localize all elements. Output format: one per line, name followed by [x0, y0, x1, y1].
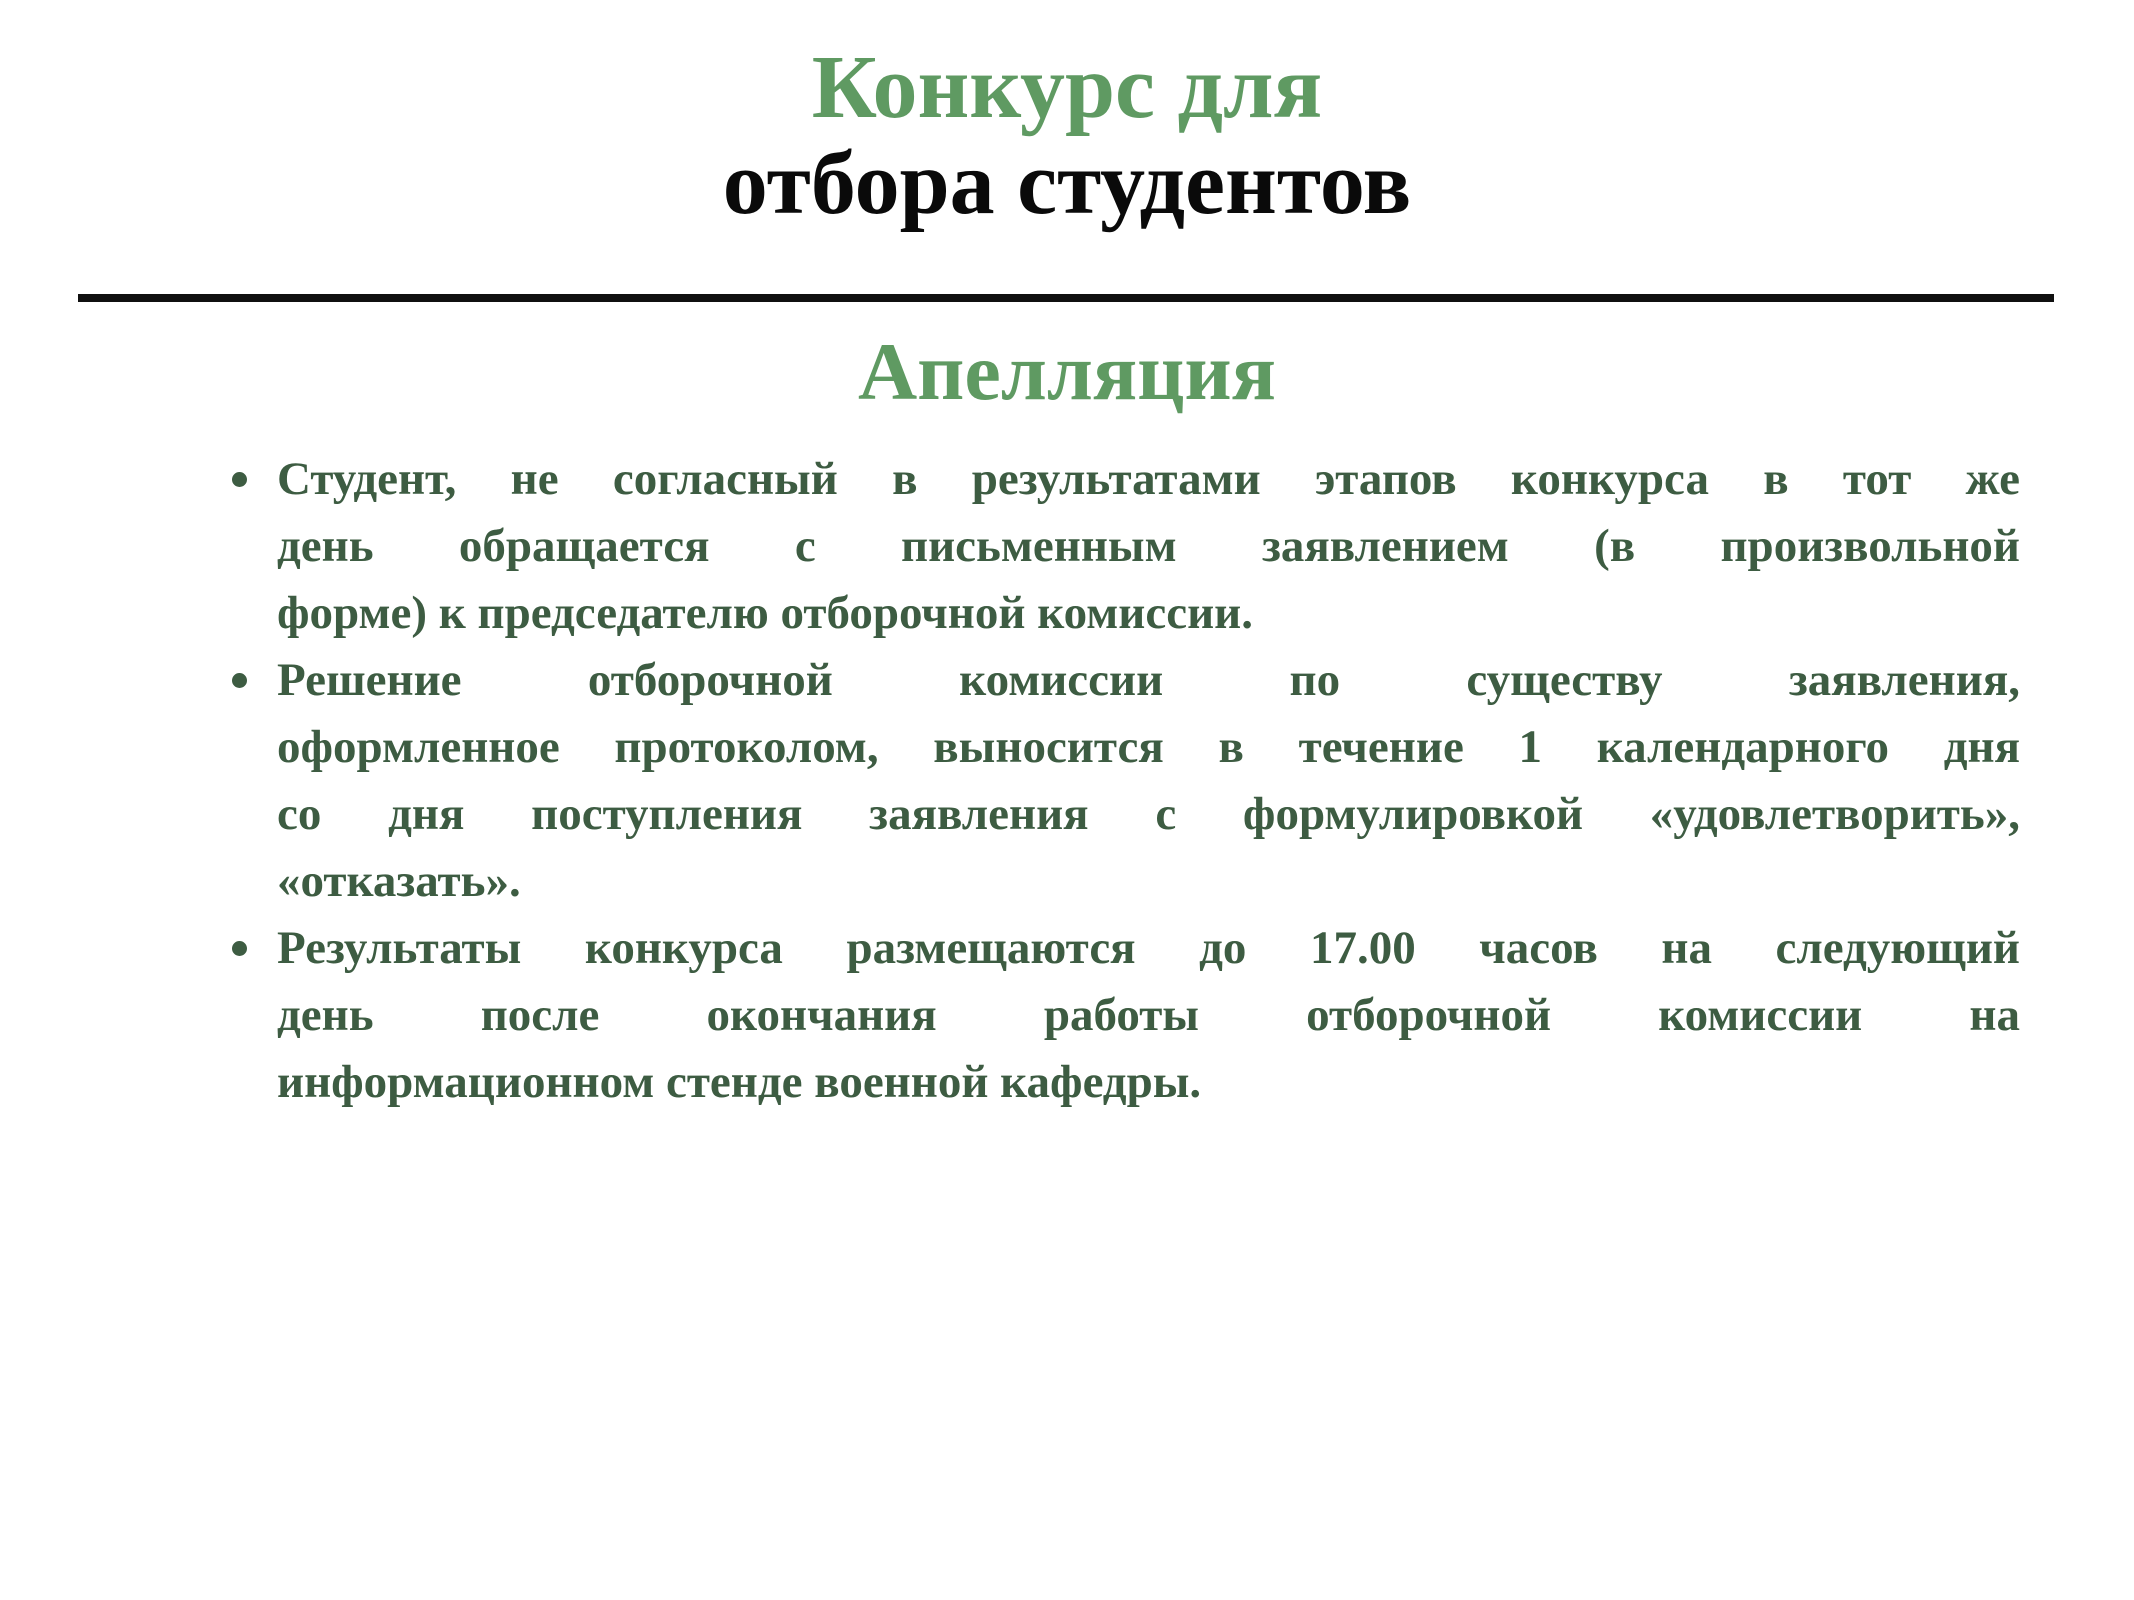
bullet-1-line-1: Студент, не согласный в результатами этапов конкурса в тот же	[277, 453, 2020, 505]
slide-title-line-2: отбора студентов	[722, 134, 1412, 233]
bullet-dot-icon	[232, 472, 247, 487]
slide-title-line-1: Конкурс для	[811, 38, 1323, 137]
bullet-dot-icon	[232, 673, 247, 688]
bullet-2-line-2: оформленное протоколом, выносится в течение 1 календарного дня	[277, 721, 2020, 773]
section-heading: Апелляция	[857, 326, 1277, 417]
title-divider-rule	[78, 294, 2054, 302]
bullet-2-line-4: «отказать».	[277, 855, 521, 907]
bullet-3-line-2: день после окончания работы отборочной комиссии на	[277, 989, 2020, 1041]
bullet-dot-icon	[232, 941, 247, 956]
bullet-1-line-2: день обращается с письменным заявлением (в произвольной	[277, 520, 2020, 572]
bullet-3-line-3: информационном стенде военной кафедры.	[277, 1056, 1202, 1108]
bullet-item-2	[232, 647, 2020, 915]
bullet-item-1	[232, 446, 2020, 647]
slide-title	[0, 0, 2134, 232]
bullet-1-line-3: форме) к председателю отборочной комиссии.	[277, 587, 1253, 639]
bullet-item-3	[232, 915, 2020, 1116]
bullet-2-line-3: со дня поступления заявления с формулировкой «удовлетворить»,	[277, 788, 2020, 840]
bullet-2-line-1: Решение отборочной комиссии по существу заявления,	[277, 654, 2020, 706]
bullet-3-line-1: Результаты конкурса размещаются до 17.00 часов на следующий	[277, 922, 2020, 974]
bullet-list	[232, 446, 2020, 1116]
